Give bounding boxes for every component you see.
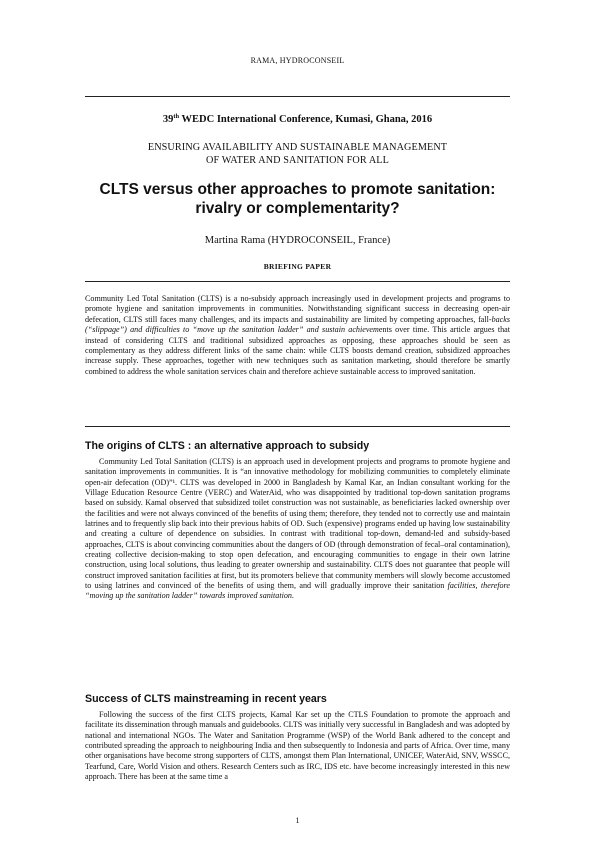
abstract-text-italic: backs (“slippage”) and difficulties to “move up the sanitation ladder” and sustain achievem	[85, 314, 510, 335]
abstract	[85, 294, 510, 377]
page-number: 1	[295, 816, 300, 825]
running-head: RAMA, HYDROCONSEIL	[250, 56, 345, 65]
author: Martina Rama (HYDROCONSEIL, France)	[204, 235, 391, 246]
success-text: Following the success of the first CLTS projects, Kamal Kar set up the CTLS Foundation to promote the approach and facilitate its dissemination through manuals and guidebooks. CLTS was initially very successful in Bangladesh and was adopted by national and international NGOs. The Water and Sanitation Programme (WSP) of the World Bank adhered to the concept and contributed spreading the approach to neighbouring India and then subsequently to Indonesia and parts of Africa. Over time, many other organisations have become strong supporters of CLTS, amongst them Plan International, UNICEF, WaterAid, SNV, WSSCC, Tearfund, Care, World Vision and others. Research Centers such as IRC, IDS etc. have become increasingly interested in this new approach. There has been at the same time a	[85, 710, 510, 782]
paper-title-line-2: rivalry or complementarity?	[195, 200, 400, 217]
section-heading-success: Success of CLTS mainstreaming in recent years	[85, 693, 327, 705]
abstract-text-start: Community Led Total Sanitation (CLTS) is a no-subsidy approach increasingly used in development projects and programs to promote hygiene and sanitation improvements in communities. Notwithstanding significant success in decreasing open-air defecation, CLTS still faces many challenges, and its impacts and sustainability are limited by competing approaches, fall-	[85, 294, 510, 324]
conference-name: WEDC International Conference, Kumasi, Ghana, 2016	[179, 114, 433, 125]
paper-type: BRIEFING PAPER	[263, 262, 332, 271]
section-body-origins	[85, 457, 510, 602]
abstract-top-rule	[85, 281, 510, 282]
paper-title	[85, 180, 510, 218]
theme-line-1: ENSURING AVAILABILITY AND SUSTAINABLE MANAGEMENT	[147, 142, 448, 153]
conference-ordinal: 39	[162, 114, 174, 125]
abstract-bottom-rule	[85, 426, 510, 427]
section-body-success	[85, 710, 510, 782]
conference-theme	[85, 141, 510, 167]
theme-line-2: OF WATER AND SANITATION FOR ALL	[206, 155, 389, 166]
section-heading-origins: The origins of CLTS : an alternative approach to subsidy	[85, 440, 370, 452]
conference-title	[85, 114, 510, 125]
paper-title-line-1: CLTS versus other approaches to promote sanitation:	[99, 181, 496, 198]
origins-text: Community Led Total Sanitation (CLTS) is an approach used in development projects and programs to promote hygiene and sanitation improvements in communities. It is “an innovative methodology for mobilizing communities to completely eliminate open-air defecation (OD)”¹. CLTS was developed in 2000 in Bangladesh by Kamal Kar, an Indian consultant working for the Village Education Resource Centre (VERC) and WaterAid, who was disappointed by traditional top-down sanitation programs based on subsidy. Kamal observed that subsidized toilet construction was not sustainable, as beneficiaries lacked ownership over the facilities and were not always convinced of the benefits of using them; therefore, they tended not to correctly use and maintain latrines and to frequently slip back into their previous habits of OD. Such (expensive) programs ended up having low sustainability and creating a culture of dependence on subsidies. In contrast with traditional top-down, demand-led and subsidy-based approaches, CLTS is about convincing communities about the dangers of OD (through demonstration of fecal–oral contamination), creating collective decision-making to stop open defecation, and encouraging communities to engage in their own latrine construction, using local solutions, thus leading to greater ownership and sustainability. CLTS does not guarantee that people will construct improved sanitation facilities at first, but its promoters believe that community members will slowly become accustomed to using latrines and convinced of the benefits of using them, and will gradually improve their sanitation	[85, 457, 510, 591]
conference-ordinal-suffix: th	[173, 113, 180, 120]
header-rule	[85, 96, 510, 97]
abstract-text-end: ents over time. This article argues that instead of considering CLTS and traditional subsidized approaches as opposing, these approaches should be seen as complementary as they address different links of the same chain: while CLTS boosts demand creation, subsidized approaches increase supply. These approaches, together with new techniques such as sanitation marketing, should therefore be smartly combined to address the whole sanitation services chain and therefore achieve sustainable access to improved sanitation.	[85, 325, 510, 376]
origins-text-italic: facilities, therefore “moving up the sanitation ladder” towards improved sanitation	[85, 581, 511, 601]
origins-text-end: .	[291, 591, 294, 601]
